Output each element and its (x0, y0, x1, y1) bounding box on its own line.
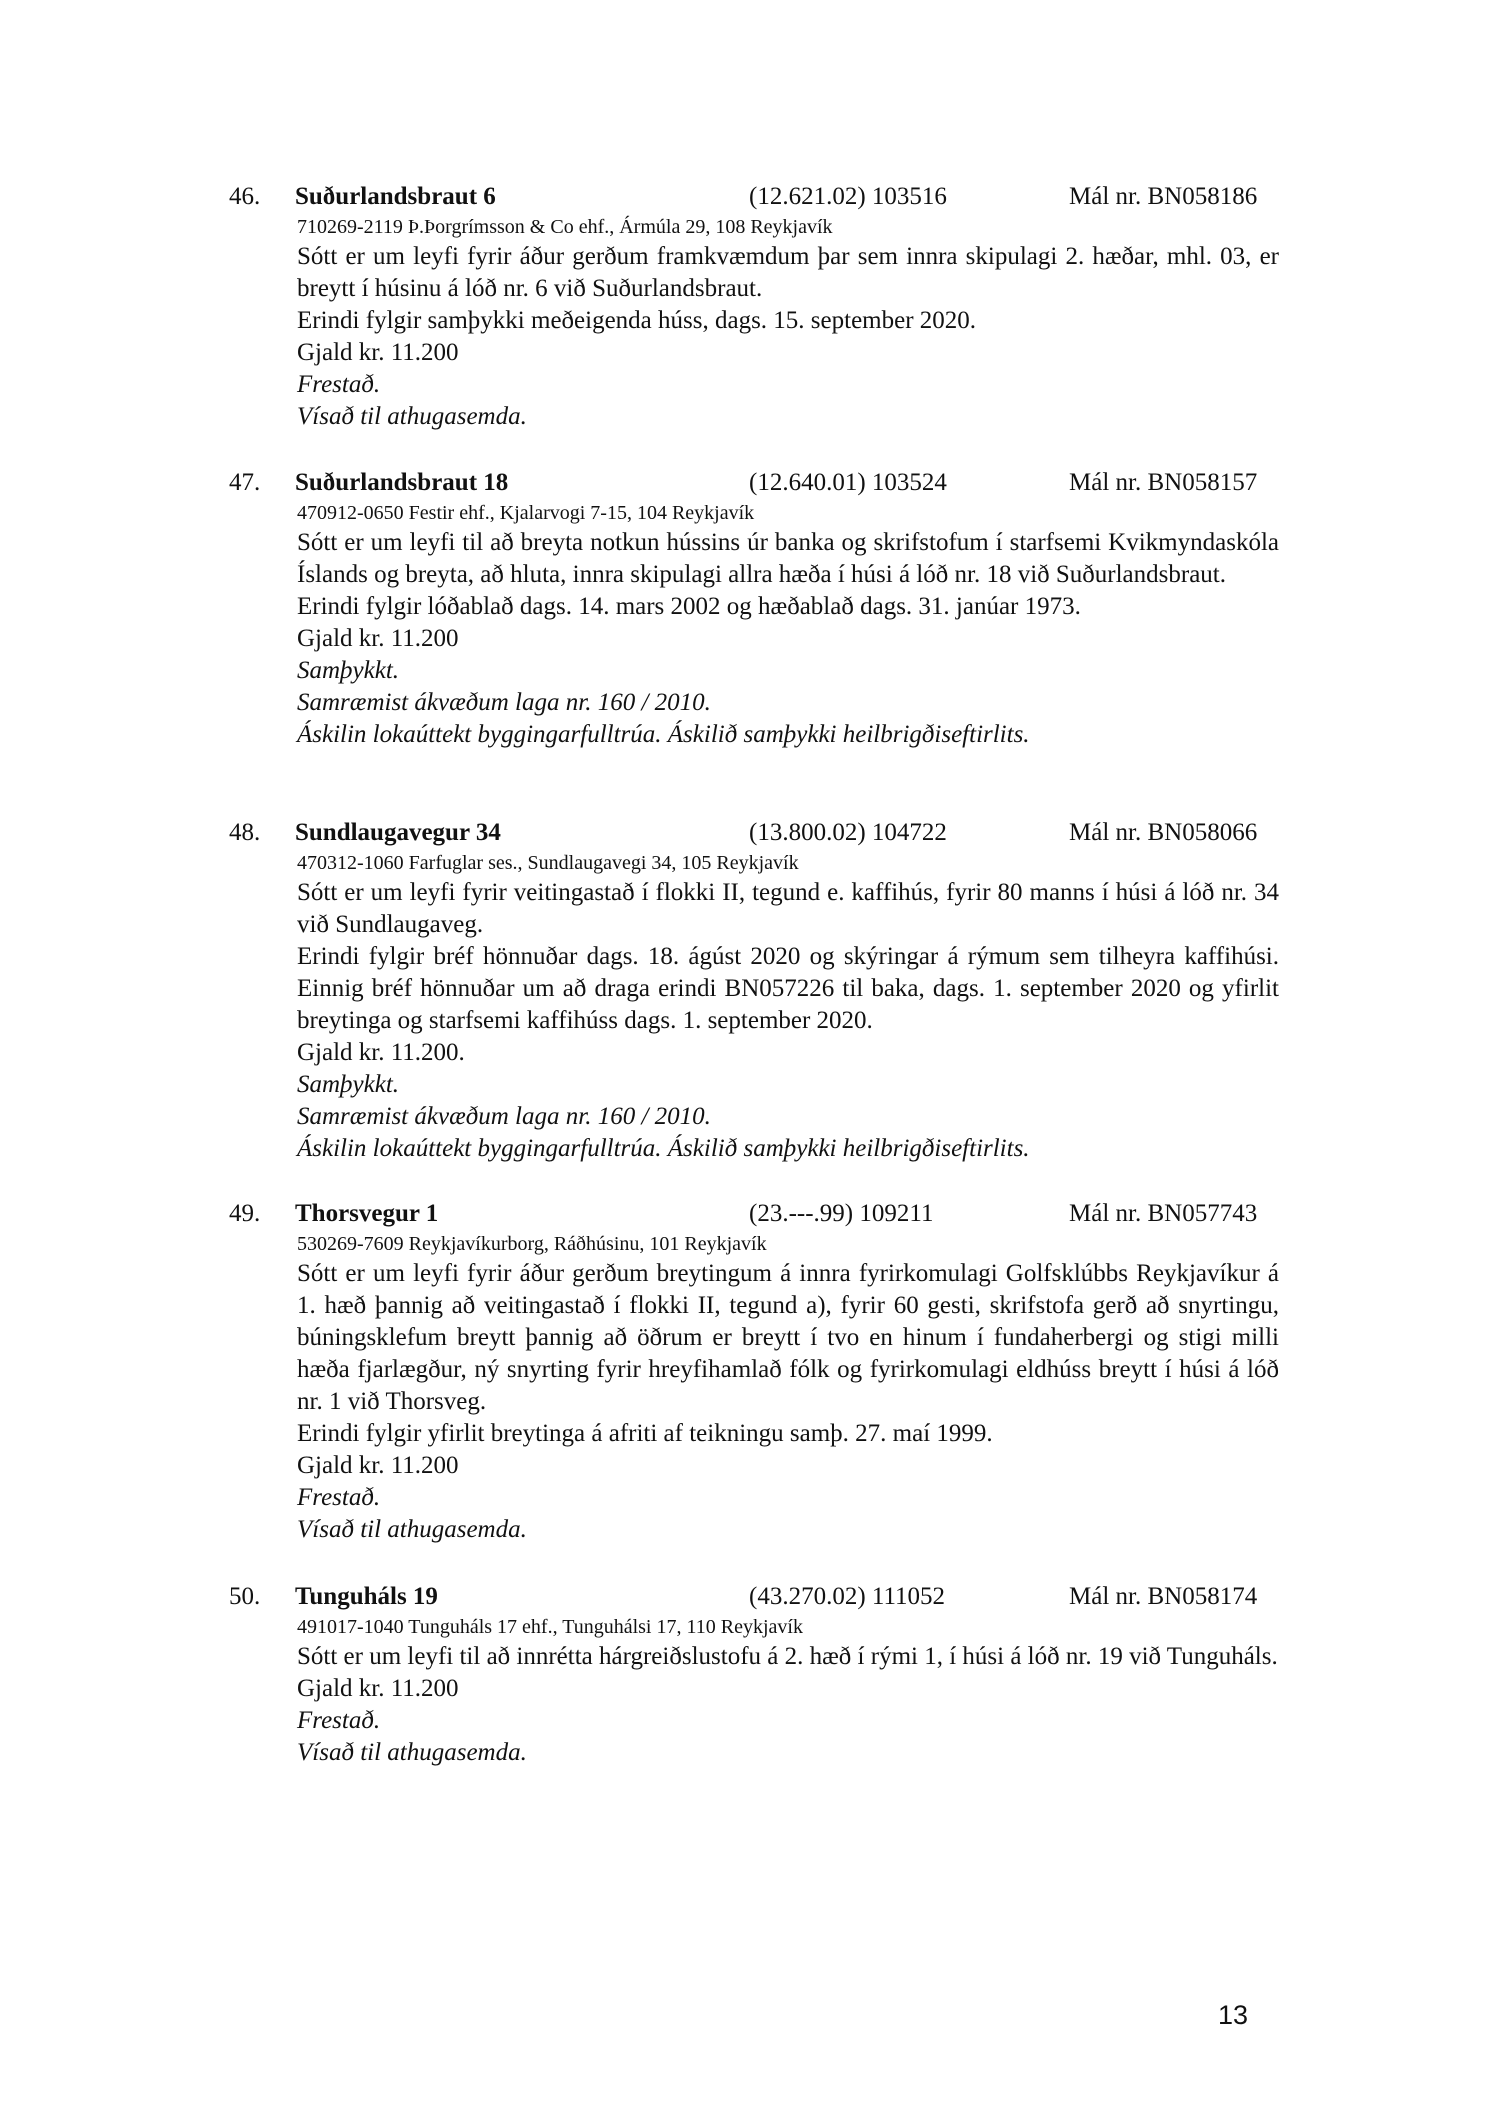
page-number: 13 (1218, 2000, 1249, 2030)
case-number: Mál nr. BN058066 (1069, 819, 1258, 846)
decision-line: Samræmist ákvæðum laga nr. 160 / 2010. (297, 689, 711, 716)
decision-line: Frestað. (297, 1484, 381, 1511)
entry-number: 47. (229, 469, 261, 496)
entry-header (229, 1197, 1279, 1231)
application-description: Sótt er um leyfi fyrir áður gerðum framkvæmdum þar sem innra skipulagi 2. hæðar, mhl. 03, er breytt í húsinu á lóð nr. 6 við Suðurlandsbraut. (297, 243, 1279, 302)
entry-number: 46. (229, 183, 261, 210)
decision-line: Áskilin lokaúttekt byggingarfulltrúa. Áskilið samþykki heilbrigðiseftirlits. (297, 1135, 1030, 1162)
entry-number: 48. (229, 819, 261, 846)
application-description: Sótt er um leyfi til að innrétta hárgreiðslustofu á 2. hæð í rými 1, í húsi á lóð nr. 19 við Tunguháls. (297, 1643, 1278, 1670)
decision-line: Vísað til athugasemda. (297, 1739, 527, 1766)
case-number: Mál nr. BN058174 (1069, 1583, 1258, 1610)
entry-header (229, 466, 1279, 500)
case-entry (229, 180, 1279, 433)
property-address: Sundlaugavegur 34 (295, 819, 501, 846)
attachment-note: Erindi fylgir samþykki meðeigenda húss, dags. 15. september 2020. (297, 307, 977, 334)
decision-line: Áskilin lokaúttekt byggingarfulltrúa. Áskilið samþykki heilbrigðiseftirlits. (297, 721, 1030, 748)
attachment-note: Erindi fylgir bréf hönnuðar dags. 18. ágúst 2020 og skýringar á rýmum sem tilheyra kaffihúsi. Einnig bréf hönnuðar um að draga erindi BN057226 til baka, dags. 1. september 2020 og yfirlit breytinga og starfsemi kaffihúss dags. 1. september 2020. (297, 943, 1279, 1034)
entry-header (229, 1580, 1279, 1614)
land-number: (13.800.02) 104722 (749, 819, 947, 846)
land-number: (12.640.01) 103524 (749, 469, 947, 496)
application-description: Sótt er um leyfi fyrir veitingastað í flokki II, tegund e. kaffihús, fyrir 80 manns í húsi á lóð nr. 34 við Sundlaugaveg. (297, 879, 1279, 938)
decision-line: Samþykkt. (297, 657, 400, 684)
attachment-note: Erindi fylgir yfirlit breytinga á afriti af teikningu samþ. 27. maí 1999. (297, 1420, 993, 1447)
decision-line: Samræmist ákvæðum laga nr. 160 / 2010. (297, 1103, 711, 1130)
case-number: Mál nr. BN058157 (1069, 469, 1258, 496)
property-address: Suðurlandsbraut 18 (295, 469, 509, 496)
decision-line: Samþykkt. (297, 1071, 400, 1098)
decision-line: Vísað til athugasemda. (297, 403, 527, 430)
entry-header (229, 816, 1279, 850)
entry-header (229, 180, 1279, 214)
applicant-line: 530269-7609 Reykjavíkurborg, Ráðhúsinu, 101 Reykjavík (297, 1233, 767, 1255)
case-entry (229, 1580, 1279, 1769)
property-address: Suðurlandsbraut 6 (295, 183, 496, 210)
fee-line: Gjald kr. 11.200 (297, 1452, 459, 1479)
property-address: Thorsvegur 1 (295, 1200, 439, 1227)
applicant-line: 470312-1060 Farfuglar ses., Sundlaugavegi 34, 105 Reykjavík (297, 852, 799, 874)
property-address: Tunguháls 19 (295, 1583, 438, 1610)
land-number: (23.---.99) 109211 (749, 1200, 934, 1227)
applicant-line: 710269-2119 Þ.Þorgrímsson & Co ehf., Ármúla 29, 108 Reykjavík (297, 216, 833, 238)
fee-line: Gjald kr. 11.200. (297, 1039, 465, 1066)
decision-line: Frestað. (297, 1707, 381, 1734)
application-description: Sótt er um leyfi fyrir áður gerðum breytingum á innra fyrirkomulagi Golfsklúbbs Reykjavíkur á 1. hæð þannig að veitingastað í flokki II, tegund a), fyrir 60 gesti, skrifstofa gerð að snyrtingu, búningsklefum breytt þannig að öðrum er breytt í tvo en hinum í fundaherbergi og stigi milli hæða fjarlægður, ný snyrting fyrir hreyfihamlað fólk og fyrirkomulagi eldhúss breytt í húsi á lóð nr. 1 við Thorsveg. (297, 1260, 1279, 1415)
case-number: Mál nr. BN057743 (1069, 1200, 1258, 1227)
case-entry (229, 816, 1279, 1165)
applicant-line: 491017-1040 Tunguháls 17 ehf., Tunguhálsi 17, 110 Reykjavík (297, 1616, 803, 1638)
fee-line: Gjald kr. 11.200 (297, 339, 459, 366)
case-entry (229, 1197, 1279, 1546)
land-number: (43.270.02) 111052 (749, 1583, 946, 1610)
fee-line: Gjald kr. 11.200 (297, 1675, 459, 1702)
land-number: (12.621.02) 103516 (749, 183, 947, 210)
applicant-line: 470912-0650 Festir ehf., Kjalarvogi 7-15, 104 Reykjavík (297, 502, 755, 524)
decision-line: Frestað. (297, 371, 381, 398)
entry-number: 49. (229, 1200, 261, 1227)
fee-line: Gjald kr. 11.200 (297, 625, 459, 652)
attachment-note: Erindi fylgir lóðablað dags. 14. mars 2002 og hæðablað dags. 31. janúar 1973. (297, 593, 1081, 620)
decision-line: Vísað til athugasemda. (297, 1516, 527, 1543)
case-entry (229, 466, 1279, 751)
case-number: Mál nr. BN058186 (1069, 183, 1258, 210)
application-description: Sótt er um leyfi til að breyta notkun hússins úr banka og skrifstofum í starfsemi Kvikmyndaskóla Íslands og breyta, að hluta, innra skipulagi allra hæða í húsi á lóð nr. 18 við Suðurlandsbraut. (297, 529, 1279, 588)
entry-number: 50. (229, 1583, 261, 1610)
